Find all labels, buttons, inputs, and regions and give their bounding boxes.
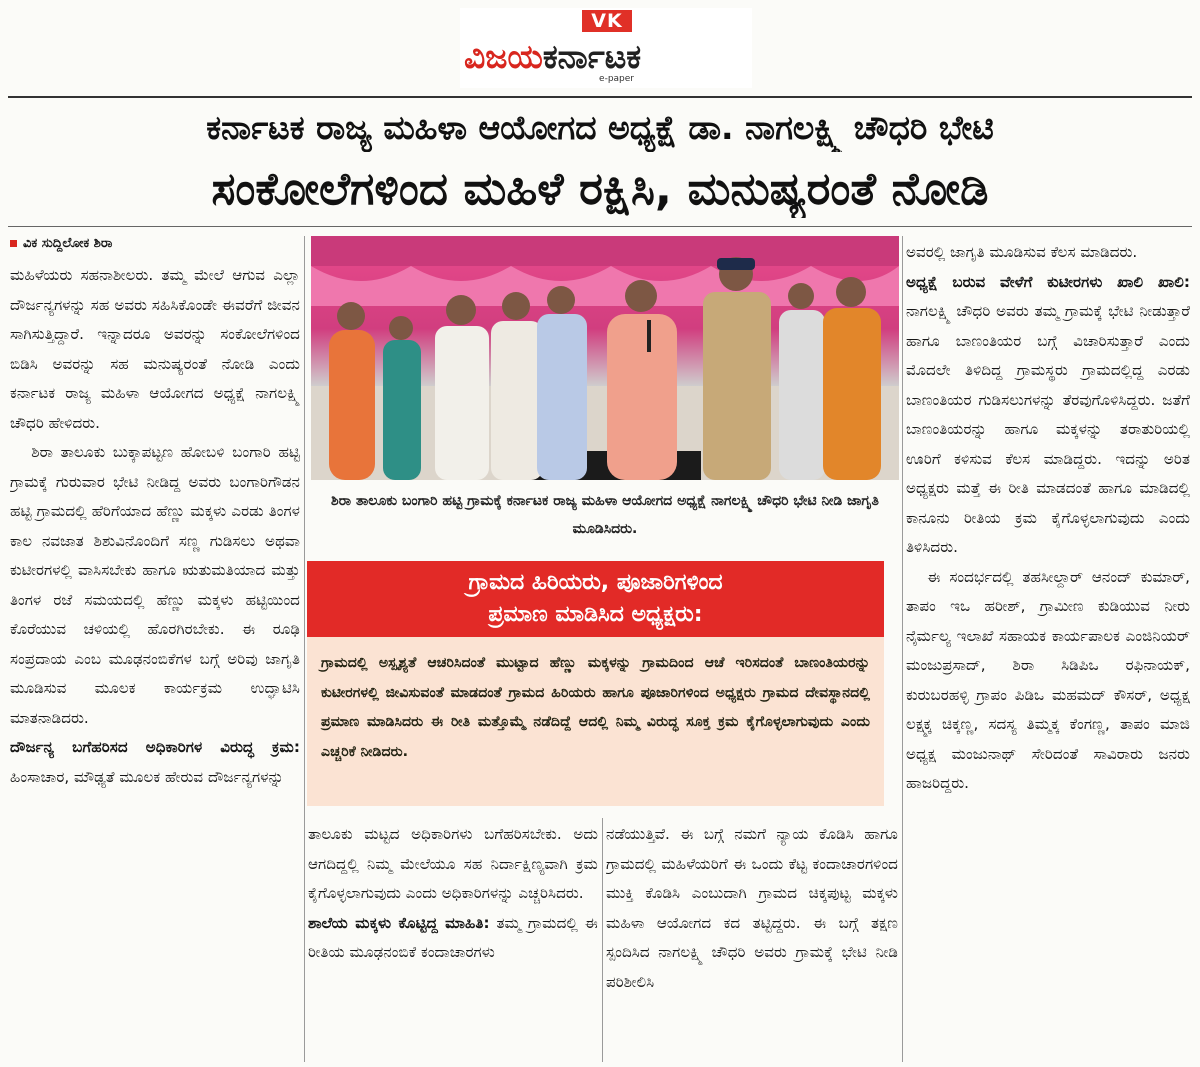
article-column-1 <box>10 261 300 1061</box>
column-divider <box>602 818 603 1062</box>
byline-marker-icon <box>10 240 17 247</box>
top-rule <box>8 96 1192 98</box>
photo-illustration <box>311 236 899 480</box>
col1-paragraph-3-text: ಹಿಂಸಾಚಾರ, ಮೌಢ್ಯತೆ ಮೂಲಕ ಹೇರುವ ದೌರ್ಜನ್ಯಗಳನ್ನು <box>10 767 284 786</box>
highlight-title-line-2: ಪ್ರಮಾಣ ಮಾಡಿಸಿದ ಅಧ್ಯಕ್ಷರು: <box>488 602 703 627</box>
masthead-title-part1: ವಿಜಯ <box>464 37 543 76</box>
col4-paragraph-2: ಈ ಸಂದರ್ಭದಲ್ಲಿ ತಹಸೀಲ್ದಾರ್ ಆನಂದ್ ಕುಮಾರ್, ತಾಪಂ ಇಒ ಹರೀಶ್, ಗ್ರಾಮೀಣ ಕುಡಿಯುವ ನೀರು ನೈರ್ಮಲ್ಯ ಇಲಾಖೆ ಸಹಾಯಕ ಕಾರ್ಯಪಾಲಕ ಎಂಜಿನಿಯರ್ ಮಂಜುಪ್ರಸಾದ್, ಶಿರಾ ಸಿಡಿಪಿಒ ರಫಿನಾಯಕ್, ಕುರುಬರಹಳ್ಳಿ ಗ್ರಾಪಂ ಪಿಡಿಒ ಮಹಮದ್ ಕೌಸರ್, ಅಧ್ಯಕ್ಷ ಲಕ್ಷ್ಮಕ್ಕ ಚಿಕ್ಕಣ್ಣ, ಸದಸ್ಯ ತಿಮ್ಮಕ್ಕ ಕೆಂಗಣ್ಣ, ತಾಪಂ ಮಾಜಿ ಅಧ್ಯಕ್ಷ ಮಂಜುನಾಥ್ ಸೇರಿದಂತೆ ಸಾವಿರಾರು ಜನರು ಹಾಜರಿದ್ದರು. <box>906 567 1190 792</box>
masthead-epaper-label: e-paper <box>599 74 634 84</box>
column-divider <box>304 236 305 1062</box>
photo-caption: ಶಿರಾ ತಾಲೂಕು ಬಂಗಾರಿ ಹಟ್ಟಿ ಗ್ರಾಮಕ್ಕೆ ಕರ್ನಾಟಕ ರಾಜ್ಯ ಮಹಿಳಾ ಆಯೋಗದ ಅಧ್ಯಕ್ಷೆ ನಾಗಲಕ್ಷ್ಮಿ ಚೌಧರಿ ಭೇಟಿ ನೀಡಿ ಜಾಗೃತಿ ಮೂಡಿಸಿದರು. <box>331 493 879 537</box>
col2-paragraph-2 <box>308 909 598 968</box>
col1-paragraph-2: ಶಿರಾ ತಾಲೂಕು ಬುಕ್ಕಾಪಟ್ಟಣ ಹೋಬಳಿ ಬಂಗಾರಿ ಹಟ್ಟಿ ಗ್ರಾಮಕ್ಕೆ ಗುರುವಾರ ಭೇಟಿ ನೀಡಿದ್ದ ಅವರು ಬಂಗಾರಿಗೌಡನ ಹಟ್ಟಿ ಗ್ರಾಮದಲ್ಲಿ ಹೆರಿಗೆಯಾದ ಹೆಣ್ಣು ಮಕ್ಕಳು ಎರಡು ತಿಂಗಳ ಕಾಲ ನವಜಾತ ಶಿಶುವಿನೊಂದಿಗೆ ಸಣ್ಣ ಗುಡಿಸಲು ಅಥವಾ ಕುಟೀರಗಳಲ್ಲಿ ವಾಸಿಸಬೇಕು ಹಾಗೂ ಋತುಮತಿಯಾದ ಮತ್ತು ತಿಂಗಳ ರಜೆ ಸಮಯದಲ್ಲಿ ಹೆಣ್ಣು ಮಕ್ಕಳು ಹಟ್ಟಿಯಿಂದ ಕೊರೆಯುವ ಚಳಿಯಲ್ಲಿ ಹೊರಗಿರಬೇಕು. ಈ ರೂಢಿ ಸಂಪ್ರದಾಯ ಎಂಬ ಮೂಢನಂಬಿಕೆಗಳ ಬಗ್ಗೆ ಅರಿವು ಜಾಗೃತಿ ಮೂಡಿಸುವ ಮೂಲಕ ಕಾರ್ಯಕ್ರಮ ಉದ್ಘಾಟಿಸಿ ಮಾತನಾಡಿದರು. <box>10 443 300 727</box>
highlight-body: ಗ್ರಾಮದಲ್ಲಿ ಅಸ್ಪೃಶ್ಯತೆ ಆಚರಿಸಿದಂತೆ ಮುಟ್ಟಾದ ಹೆಣ್ಣು ಮಕ್ಕಳನ್ನು ಗ್ರಾಮದಿಂದ ಆಚೆ ಇರಿಸದಂತೆ ಬಾಣಂತಿಯರನ್ನು ಕುಟೀರಗಳಲ್ಲಿ ಜೀವಿಸುವಂತೆ ಮಾಡದಂತೆ ಗ್ರಾಮದ ಹಿರಿಯರು ಹಾಗೂ ಪೂಜಾರಿಗಳಿಂದ ಅಧ್ಯಕ್ಷರು ಗ್ರಾಮದ ದೇವಸ್ಥಾನದಲ್ಲಿ ಪ್ರಮಾಣ ಮಾಡಿಸಿದರು ಈ ರೀತಿ ಮತ್ತೊಮ್ಮೆ ನಡೆದಿದ್ದೆ ಆದಲ್ಲಿ ನಿಮ್ಮ ವಿರುದ್ಧ ಸೂಕ್ತ ಕ್ರಮ ಕೈಗೊಳ್ಳಲಾಗುವುದು ಎಂದು ಎಚ್ಚರಿಕೆ ನೀಡಿದರು. <box>307 637 884 806</box>
article-column-2 <box>308 820 598 1060</box>
col4-paragraph-1 <box>906 268 1190 563</box>
highlight-title <box>307 561 884 637</box>
article-column-3 <box>606 820 898 1060</box>
column-divider <box>902 236 903 1062</box>
col2-paragraph-2-text: ತಮ್ಮ ಗ್ರಾಮದಲ್ಲಿ ಈ ರೀತಿಯ ಮೂಢನಂಬಿಕೆ ಕಂದಾಚಾರಗಳು <box>308 913 598 961</box>
col1-paragraph-3 <box>10 733 300 792</box>
vk-logo-badge: VK <box>582 10 632 32</box>
col4-paragraph-0: ಅವರಲ್ಲಿ ಜಾಗೃತಿ ಮೂಡಿಸುವ ಕೆಲಸ ಮಾಡಿದರು. <box>906 243 1138 261</box>
col2-paragraph-1: ತಾಲೂಕು ಮಟ್ಟದ ಅಧಿಕಾರಿಗಳು ಬಗೆಹರಿಸಬೇಕು. ಅದು ಆಗದಿದ್ದಲ್ಲಿ ನಿಮ್ಮ ಮೇಲೆಯೂ ಸಹ ನಿರ್ದಾಕ್ಷಿಣ್ಯವಾಗಿ ಕ್ರಮ ಕೈಗೊಳ್ಳಲಾಗುವುದು ಎಂದು ಅಧಿಕಾರಿಗಳನ್ನು ಎಚ್ಚರಿಸಿದರು. <box>308 825 598 902</box>
col1-subheading: ದೌರ್ಜನ್ಯ ಬಗೆಹರಿಸದ ಅಧಿಕಾರಿಗಳ ವಿರುದ್ಧ ಕ್ರಮ: <box>10 738 300 756</box>
masthead-title-part2: ಕರ್ನಾಟಕ <box>542 37 642 76</box>
col1-paragraph-1: ಮಹಿಳೆಯರು ಸಹನಾಶೀಲರು. ತಮ್ಮ ಮೇಲೆ ಆಗುವ ಎಲ್ಲಾ ದೌರ್ಜನ್ಯಗಳನ್ನು ಸಹ ಅವರು ಸಹಿಸಿಕೊಂಡೇ ಈವರೆಗೆ ಜೀವನ ಸಾಗಿಸುತ್ತಿದ್ದಾರೆ. ಇನ್ನಾದರೂ ಅವರನ್ನು ಸಂಕೋಲೆಗಳಿಂದ ಬಿಡಿಸಿ ಅವರನ್ನು ಸಹ ಮನುಷ್ಯರಂತೆ ನೋಡಿ ಎಂದು ಕರ್ನಾಟಕ ರಾಜ್ಯ ಮಹಿಳಾ ಆಯೋಗದ ಅಧ್ಯಕ್ಷೆ ನಾಗಲಕ್ಷ್ಮಿ ಚೌಧರಿ ಹೇಳಿದರು. <box>10 266 300 432</box>
article-column-4 <box>906 238 1190 1061</box>
byline <box>10 236 112 251</box>
col4-subheading: ಅಧ್ಯಕ್ಷೆ ಬರುವ ವೇಳೆಗೆ ಕುಟೀರಗಳು ಖಾಲಿ ಖಾಲಿ: <box>906 272 1190 291</box>
byline-text: ವಿಕ ಸುದ್ದಿಲೋಕ ಶಿರಾ <box>23 236 113 251</box>
col3-paragraph-1: ನಡೆಯುತ್ತಿವೆ. ಈ ಬಗ್ಗೆ ನಮಗೆ ನ್ಯಾಯ ಕೊಡಿಸಿ ಹಾಗೂ ಗ್ರಾಮದಲ್ಲಿ ಮಹಿಳೆಯರಿಗೆ ಈ ಒಂದು ಕೆಟ್ಟ ಕಂದಾಚಾರಗಳಿಂದ ಮುಕ್ತಿ ಕೊಡಿಸಿ ಎಂಬುದಾಗಿ ಗ್ರಾಮದ ಚಿಕ್ಕಪುಟ್ಟ ಮಕ್ಕಳು ಮಹಿಳಾ ಆಯೋಗದ ಕದ ತಟ್ಟಿದ್ದರು. ಈ ಬಗ್ಗೆ ತಕ್ಷಣ ಸ್ಪಂದಿಸಿದ ನಾಗಲಕ್ಷ್ಮಿ ಚೌಧರಿ ಅವರು ಗ್ರಾಮಕ್ಕೆ ಭೇಟಿ ನೀಡಿ ಪರಿಶೀಲಿಸಿ <box>606 825 898 991</box>
news-photo <box>311 236 899 480</box>
headline-rule <box>8 226 1192 227</box>
col4-paragraph-1-text: ನಾಗಲಕ್ಷ್ಮಿ ಚೌಧರಿ ಅವರು ತಮ್ಮ ಗ್ರಾಮಕ್ಕೆ ಭೇಟಿ ನೀಡುತ್ತಾರೆ ಹಾಗೂ ಬಾಣಂತಿಯರ ಬಗ್ಗೆ ವಿಚಾರಿಸುತ್ತಾರೆ ಎಂದು ಮೊದಲೇ ತಿಳಿದಿದ್ದ ಗ್ರಾಮಸ್ಥರು ಗ್ರಾಮದಲ್ಲಿದ್ದ ಎರಡು ಬಾಣಂತಿಯರ ಗುಡಿಸಲುಗಳನ್ನು ತೆರವುಗೊಳಿಸಿದ್ದರು. ಜತೆಗೆ ಬಾಣಂತಿಯರನ್ನು ಹಾಗೂ ಮಕ್ಕಳನ್ನು ತರಾತುರಿಯಲ್ಲಿ ಊರಿಗೆ ಕಳಿಸುವ ಕೆಲಸ ಮಾಡಿದ್ದರು. ಇದನ್ನು ಅರಿತ ಅಧ್ಯಕ್ಷರು ಮತ್ತೆ ಈ ರೀತಿ ಮಾಡದಂತೆ ಹಾಗೂ ಮಾಡಿದಲ್ಲಿ ಕಾನೂನು ರೀತಿಯ ಕ್ರಮ ಕೈಗೊಳ್ಳಲಾಗುವುದು ಎಂದು ತಿಳಿಸಿದರು. <box>906 302 1190 556</box>
col2-subheading: ಶಾಲೆಯ ಮಕ್ಕಳು ಕೊಟ್ಟಿದ್ದ ಮಾಹಿತಿ: <box>308 913 490 932</box>
headline-kicker: ಕರ್ನಾಟಕ ರಾಜ್ಯ ಮಹಿಳಾ ಆಯೋಗದ ಅಧ್ಯಕ್ಷೆ ಡಾ. ನಾಗಲಕ್ಷ್ಮಿ ಚೌಧರಿ ಭೇಟಿ <box>206 108 994 147</box>
masthead <box>460 8 752 88</box>
headline-main: ಸಂಕೋಲೆಗಳಿಂದ ಮಹಿಳೆ ರಕ್ಷಿಸಿ, ಮನುಷ್ಯರಂತೆ ನೋಡಿ <box>211 162 989 215</box>
masthead-title <box>464 36 748 78</box>
highlight-title-line-1: ಗ್ರಾಮದ ಹಿರಿಯರು, ಪೂಜಾರಿಗಳಿಂದ <box>468 570 723 595</box>
